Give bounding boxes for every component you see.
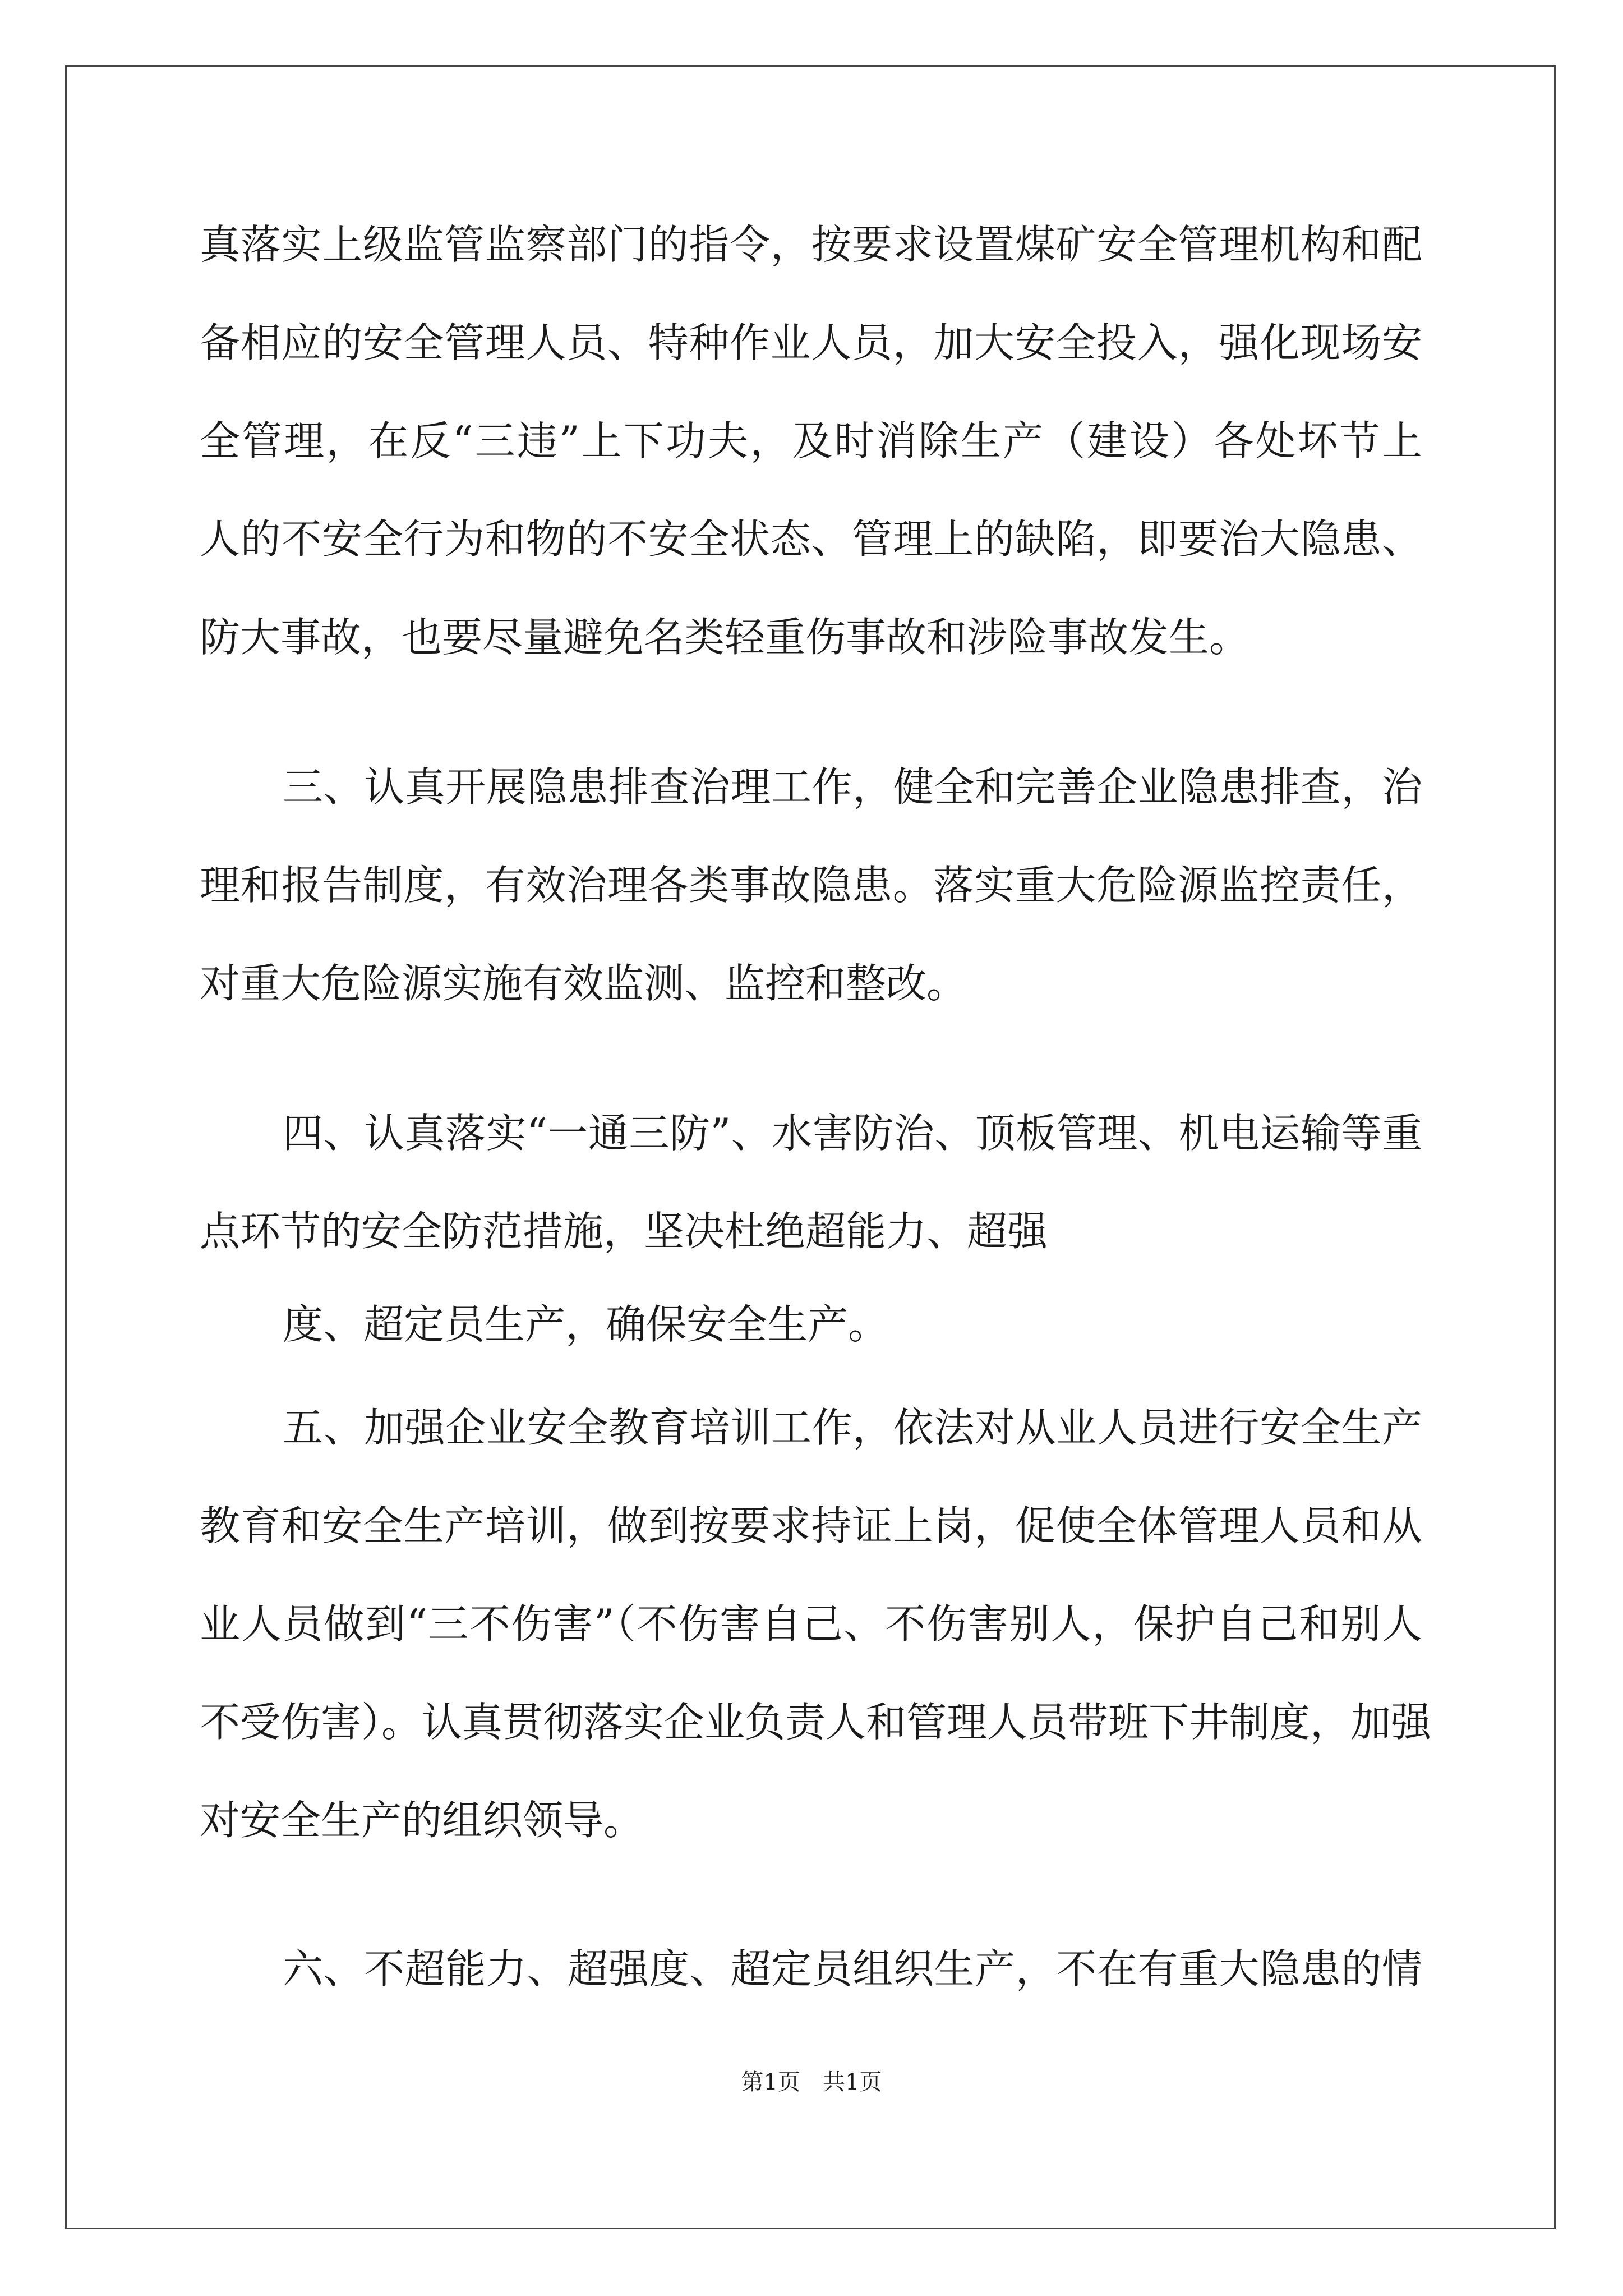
text-line: 全管理，在反“三违”上下功夫，及时消除生产（建设）各处坏节上 (200, 417, 1422, 464)
text-line: 度、超定员生产，确保安全生产。 (283, 1301, 889, 1348)
text-line: 不受伤害）。认真贯彻落实企业负责人和管理人员带班下井制度，加强 (200, 1699, 1432, 1746)
text-line: 教育和安全生产培训，做到按要求持证上岗，促使全体管理人员和从 (200, 1502, 1422, 1549)
text-line: 防大事故，也要尽量避免名类轻重伤事故和涉险事故发生。 (200, 614, 1250, 661)
text-line: 理和报告制度，有效治理各类事故隐患。落实重大危险源监控责任， (200, 862, 1422, 909)
text-line: 点环节的安全防范措施，坚决杜绝超能力、超强 (200, 1208, 1048, 1255)
text-line: 对重大危险源实施有效监测、监控和整改。 (200, 960, 967, 1007)
paragraph-start-line: 四、认真落实“一通三防”、水害防治、顶板管理、机电运输等重 (283, 1110, 1422, 1157)
page-footer: 第1页 共1页 (741, 2069, 882, 2095)
paragraph-start-line: 六、不超能力、超强度、超定员组织生产，不在有重大隐患的情 (283, 1945, 1422, 1993)
paragraph-start-line: 三、认真开展隐患排查治理工作，健全和完善企业隐患排查，治 (283, 763, 1422, 811)
text-line: 真落实上级监管监察部门的指令，按要求设置煤矿安全管理机构和配 (200, 221, 1422, 268)
text-line: 备相应的安全管理人员、特种作业人员，加大安全投入，强化现场安 (200, 319, 1422, 366)
text-line: 对安全生产的组织领导。 (200, 1797, 644, 1844)
paragraph-start-line: 五、加强企业安全教育培训工作，依法对从业人员进行安全生产 (283, 1404, 1422, 1451)
text-line: 人的不安全行为和物的不安全状态、管理上的缺陷，即要治大隐患、 (200, 516, 1422, 563)
text-line: 业人员做到“三不伤害”（不伤害自己、不伤害别人，保护自己和别人 (200, 1600, 1422, 1648)
